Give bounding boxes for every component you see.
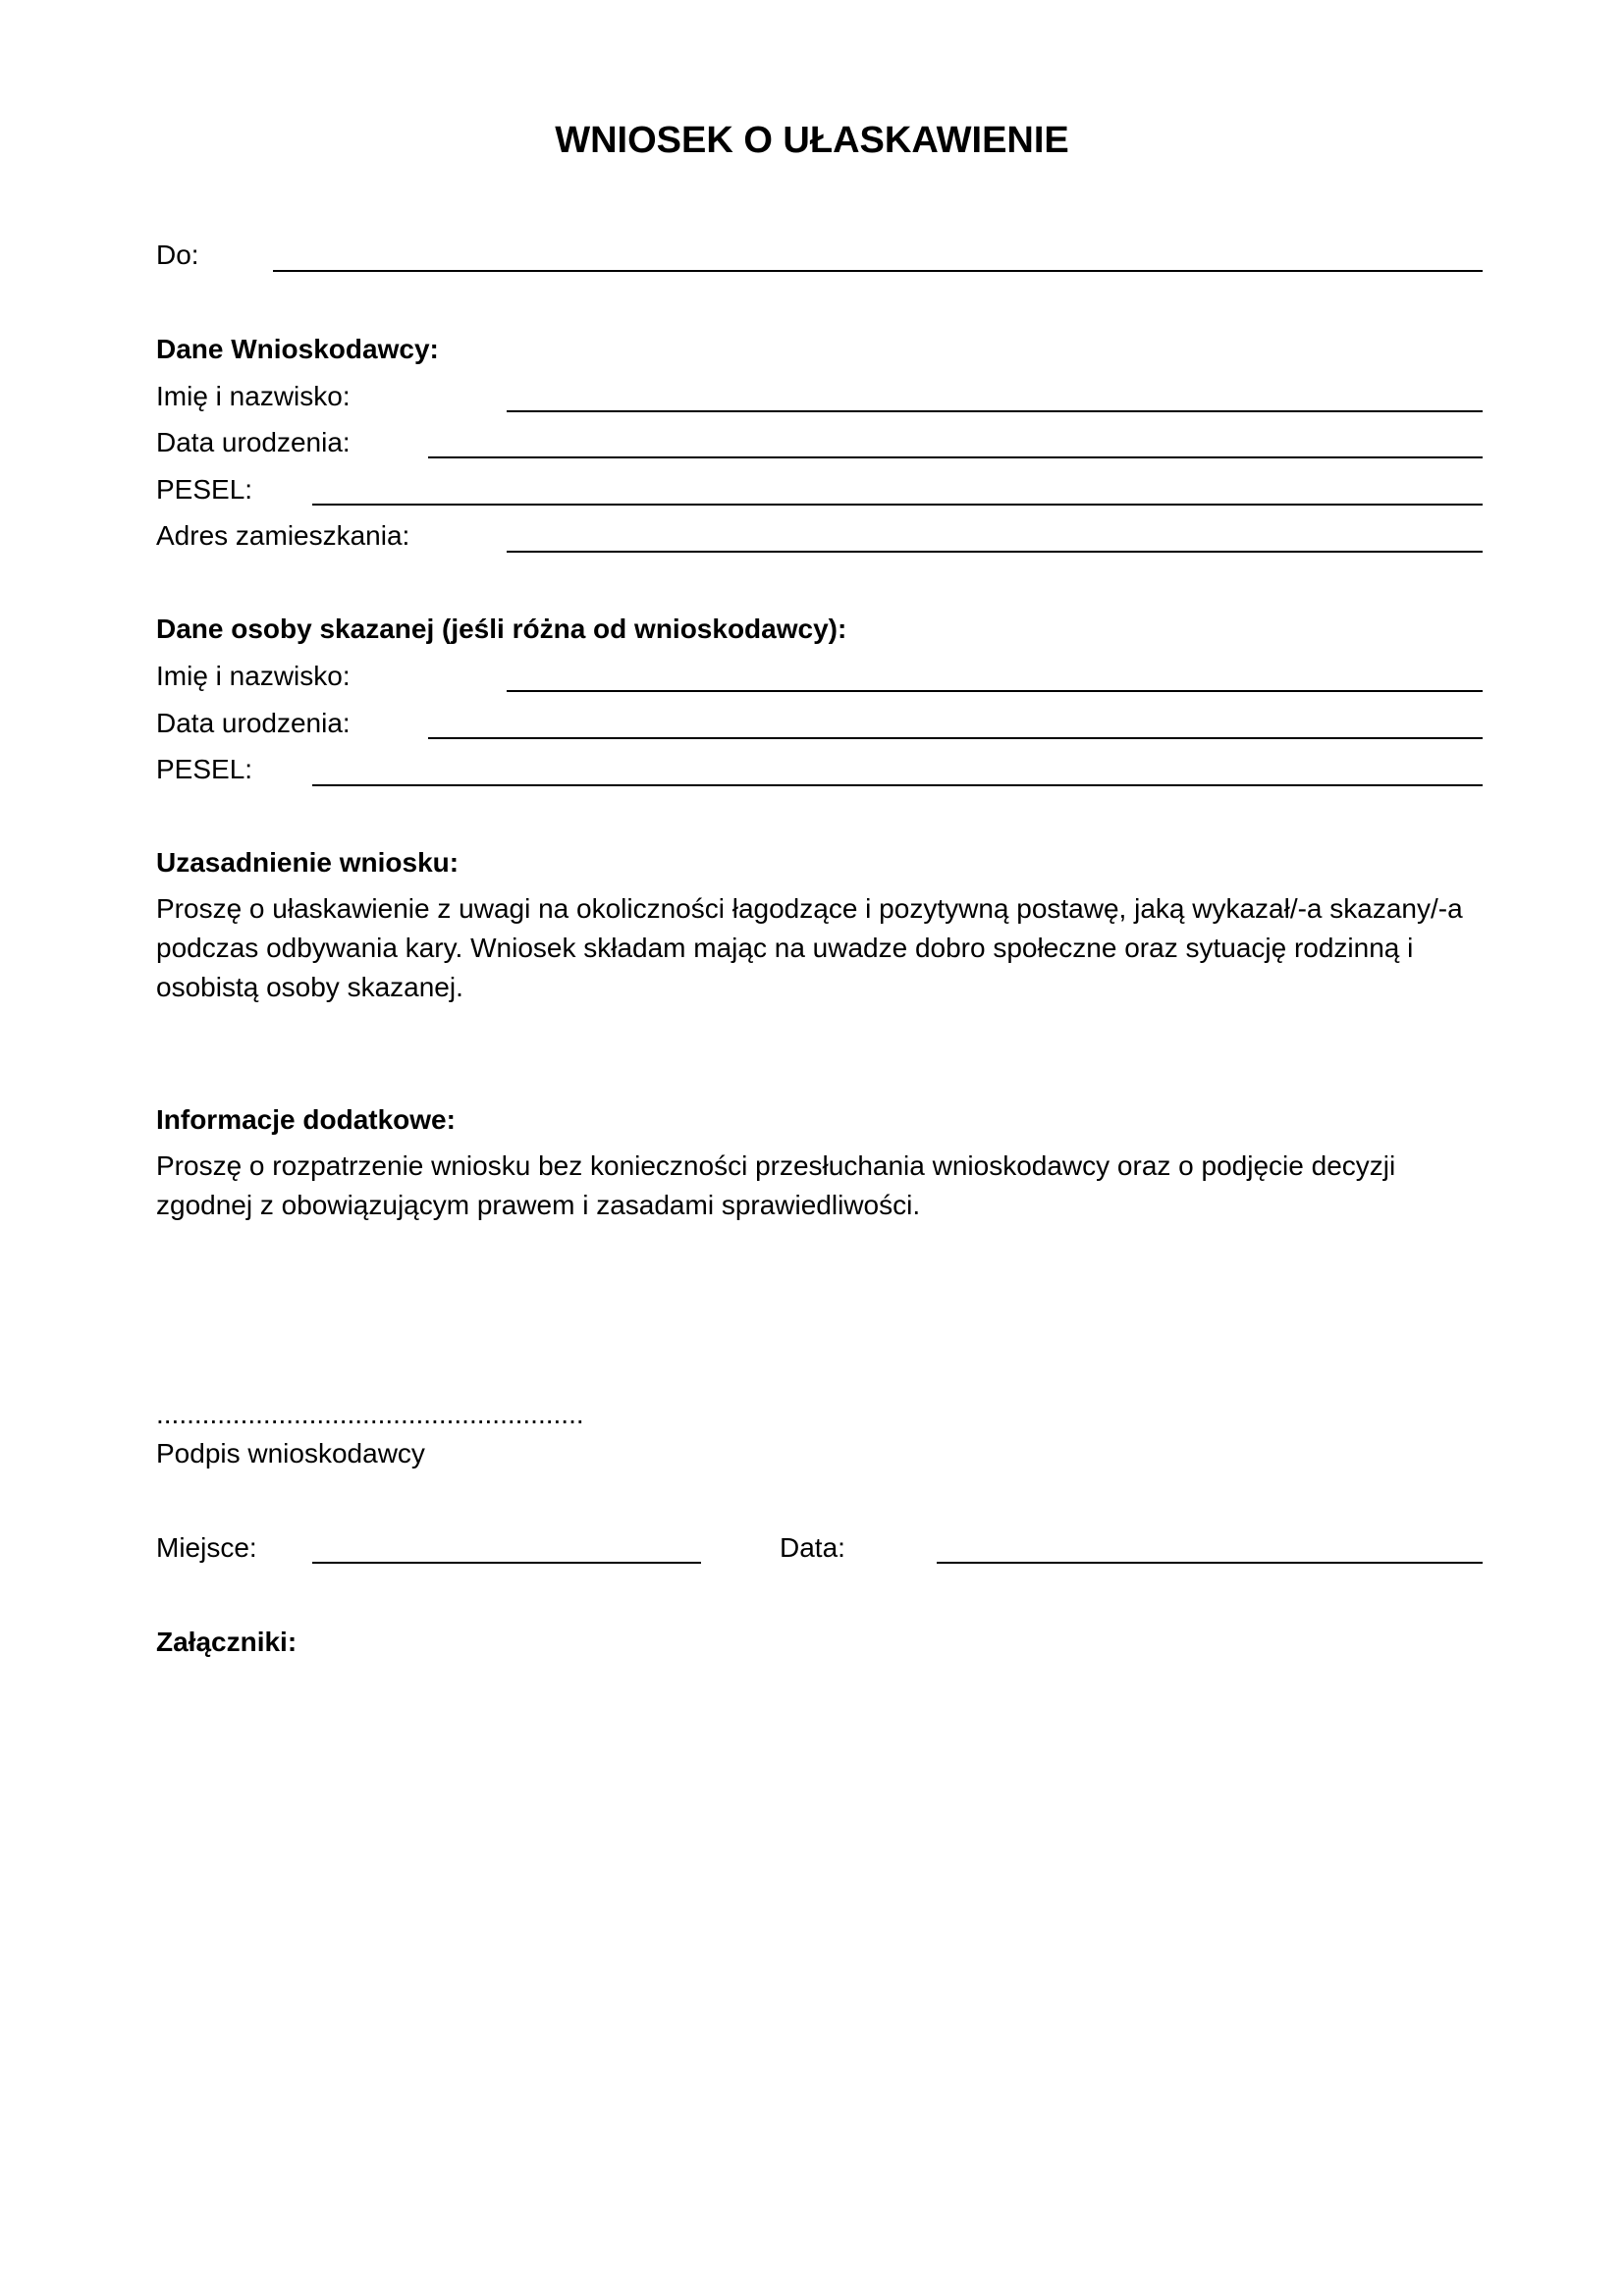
place-field[interactable] [312,1562,701,1564]
convict-name-field[interactable] [507,690,1483,692]
convict-birth-label: Data urodzenia: [156,708,351,738]
date-label: Data: [780,1532,845,1563]
applicant-name-field[interactable] [507,410,1483,412]
applicant-address-field[interactable] [507,551,1483,553]
signature-line[interactable]: ........................................................ [156,1399,584,1429]
attachments-heading: Załączniki: [156,1627,298,1657]
applicant-pesel-field[interactable] [312,504,1483,506]
applicant-heading: Dane Wnioskodawcy: [156,334,439,364]
recipient-label: Do: [156,240,199,270]
date-field[interactable] [937,1562,1483,1564]
additional-text: Proszę o rozpatrzenie wniosku bez konieczności przesłuchania wnioskodawcy oraz o podjęcie decyzji zgodnej z obowiązującym prawem i zasadami sprawiedliwości. [156,1150,1396,1220]
additional-heading: Informacje dodatkowe: [156,1104,456,1135]
convict-pesel-label: PESEL: [156,754,253,784]
convict-birth-field[interactable] [428,737,1483,739]
justification-text: Proszę o ułaskawienie z uwagi na okoliczności łagodzące i pozytywną postawę, jaką wykazał/-a skazany/-a podczas odbywania kary. Wniosek składam mając na uwadze dobro społeczne oraz sytuację rodzinną i osobistą osoby skazanej. [156,893,1463,1002]
signature-label: Podpis wnioskodawcy [156,1438,425,1468]
applicant-address-label: Adres zamieszkania: [156,520,410,551]
place-label: Miejsce: [156,1532,257,1563]
applicant-pesel-label: PESEL: [156,474,253,505]
document-title: WNIOSEK O UŁASKAWIENIE [555,120,1069,161]
justification-heading: Uzasadnienie wniosku: [156,847,460,878]
convict-heading: Dane osoby skazanej (jeśli różna od wnioskodawcy): [156,614,847,644]
recipient-field[interactable] [273,270,1483,272]
convict-name-label: Imię i nazwisko: [156,661,351,691]
applicant-birth-label: Data urodzenia: [156,427,351,457]
applicant-birth-field[interactable] [428,456,1483,458]
applicant-name-label: Imię i nazwisko: [156,381,351,411]
convict-pesel-field[interactable] [312,784,1483,786]
